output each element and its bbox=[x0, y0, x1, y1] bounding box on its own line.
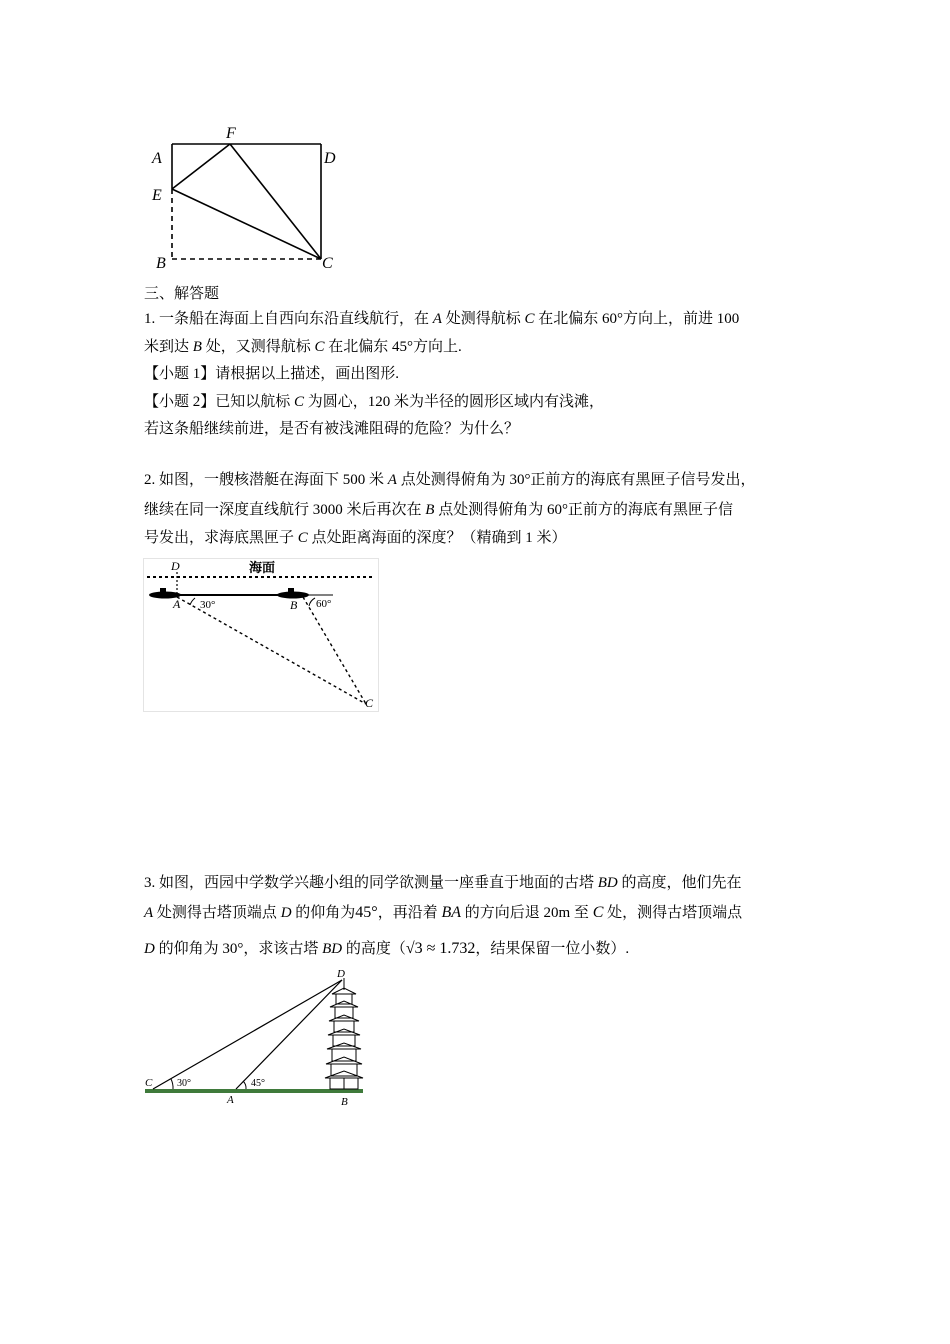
q3-line-2: A 处测得古塔顶端点 D 的仰角为45°，再沿着 BA 的方向后退 20m 至 C 处，测得古塔顶端点 bbox=[144, 904, 743, 921]
label-A: A bbox=[152, 150, 162, 167]
label-A: A bbox=[227, 1094, 234, 1106]
angle-30-label: 30° bbox=[200, 599, 216, 611]
angle-60-label: 60° bbox=[316, 598, 332, 610]
q2-line-2: 继续在同一深度直线航行 3000 米后再次在 B 点处测得俯角为 60°正前方的海底有黑匣子信 bbox=[144, 502, 733, 518]
q1-line-1: 1. 一条船在海面上自西向东沿直线航行，在 A 处测得航标 C 在北偏东 60°方向上，前进 100 bbox=[144, 311, 740, 327]
label-A: A bbox=[173, 597, 181, 611]
tower-figure bbox=[143, 968, 368, 1108]
label-B: B bbox=[341, 1096, 348, 1108]
label-D: D bbox=[324, 150, 336, 167]
label-D: D bbox=[337, 968, 345, 980]
q3-line-3: D 的仰角为 30°，求该古塔 BD 的高度（√3 ≈ 1.732，结果保留一位小数）. bbox=[144, 940, 630, 957]
label-C: C bbox=[365, 696, 374, 710]
label-D: D bbox=[171, 559, 180, 573]
label-C: C bbox=[322, 255, 333, 272]
q1-line-5: 若这条船继续前进，是否有被浅滩阻碍的危险？为什么？ bbox=[144, 421, 520, 437]
q3-line-1: 3. 如图，西园中学数学兴趣小组的同学欲测量一座垂直于地面的古塔 BD 的高度，他们先在 bbox=[144, 875, 742, 891]
q1-sub-question-2: 【小题 2】已知以航标 C 为圆心，120 米为半径的圆形区域内有浅滩， bbox=[144, 394, 605, 410]
q1-line-2: 米到达 B 处，又测得航标 C 在北偏东 45°方向上. bbox=[144, 339, 462, 355]
rectangle-figure bbox=[140, 118, 350, 273]
submarine-figure bbox=[143, 558, 379, 713]
sqrt3-formula: √3 ≈ 1.732 bbox=[405, 940, 476, 957]
q2-line-1: 2. 如图，一艘核潜艇在海面下 500 米 A 点处测得俯角为 30°正前方的海底有黑匣子信号发出， bbox=[144, 472, 756, 488]
label-E: E bbox=[152, 187, 162, 204]
label-B: B bbox=[290, 598, 298, 612]
sea-surface-label: 海面 bbox=[249, 561, 276, 576]
q2-line-3: 号发出，求海底黑匣子 C 点处距离海面的深度？（精确到 1 米） bbox=[144, 530, 567, 546]
label-B: B bbox=[156, 255, 166, 272]
q1-sub-question-1: 【小题 1】请根据以上描述，画出图形. bbox=[144, 366, 400, 382]
label-F: F bbox=[226, 125, 236, 142]
angle-30-label: 30° bbox=[177, 1078, 191, 1089]
label-C: C bbox=[145, 1077, 153, 1089]
angle-45-label: 45° bbox=[251, 1078, 265, 1089]
section-heading: 三、解答题 bbox=[144, 284, 220, 302]
pagoda-icon bbox=[325, 978, 363, 1089]
